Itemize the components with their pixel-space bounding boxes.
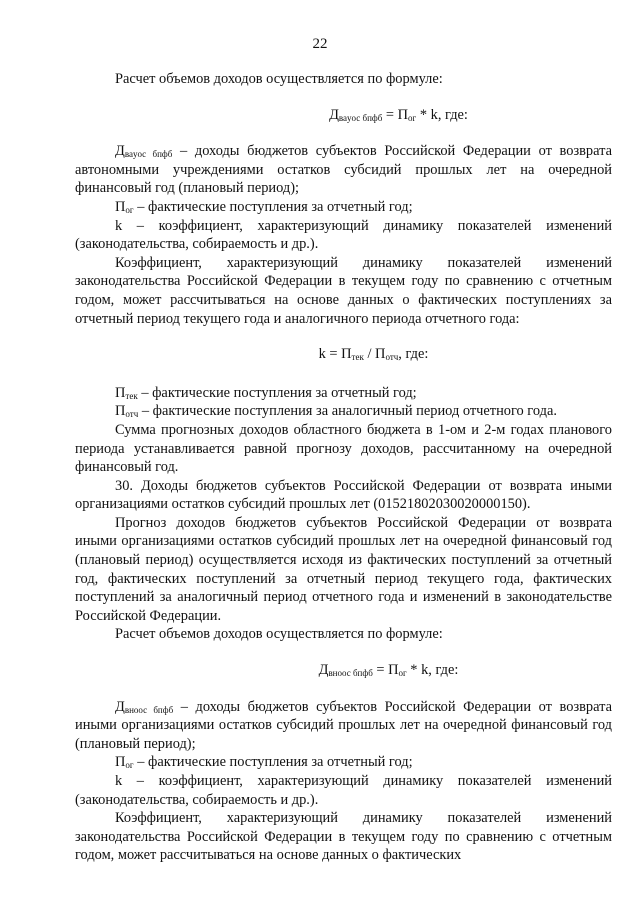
paragraph-coefficient-1: Коэффициент, характеризующий динамику показателей изменений законодательства Российской Федерации в текущем году по сравнению с отчетным годом, может рассчитываться на основе данных о фактических поступлениях за отчетный период текущего года и аналогичного периода отчетного года: xyxy=(75,254,612,327)
paragraph-coefficient-2: Коэффициент, характеризующий динамику показателей изменений законодательства Российской Федерации в текущем году по сравнению с отчетным годом, может рассчитываться на основе данных о фактических xyxy=(75,810,612,864)
document-body xyxy=(75,70,612,865)
definition-p-otch: $П_{отч}$ – фактические поступления за аналогичный период отчетного года. xyxy=(115,403,557,420)
paragraph-formula-intro-2: Расчет объемов доходов осуществляется по формуле: xyxy=(115,626,443,643)
definition-d-vauos: $Д_{ваyос бпфб}$ – доходы бюджетов субъектов Российской Федерации от возврата автономными учреждениями остатков субсидий прошлых лет на очередной финансовый год (плановый период); xyxy=(75,143,612,197)
formula-2: $k = П_{тек} / П_{отч}$, где: xyxy=(318,346,429,363)
definition-p-og-2: $П_{ог}$ – фактические поступления за отчетный год; xyxy=(115,754,413,771)
definition-k-2: k – коэффициент, характеризующий динамику показателей изменений (законодательства, собираемость и др.). xyxy=(75,773,612,808)
definition-k-1: k – коэффициент, характеризующий динамику показателей изменений (законодательства, собираемость и др.). xyxy=(75,217,612,253)
paragraph-forecast-method: Прогноз доходов бюджетов субъектов Российской Федерации от возврата иными организациями остатков субсидий прошлых лет на очередной финансовый год (плановый период) осуществляется исходя из фактических поступлений за отчетный год, фактических поступлений за отчетный период текущего года, фактических поступлений за аналогичный период отчетного года и изменений в законодательстве Российской Федерации. xyxy=(75,514,612,624)
formula-1: $Д_{ваyос бпфб} = П_{ог} * k$, где: xyxy=(329,106,468,123)
definition-p-og-1: $П_{ог}$ – фактические поступления за отчетный год; xyxy=(115,198,413,215)
definition-p-tek: $П_{тек}$ – фактические поступления за отчетный год; xyxy=(115,384,417,401)
paragraph-forecast-sum: Сумма прогнозных доходов областного бюджета в 1-ом и 2-м годах планового периода устанавливается равной прогнозу доходов, рассчитанному на очередной финансовый год. xyxy=(75,421,612,476)
page-number: 22 xyxy=(312,36,328,52)
paragraph-formula-intro-1: Расчет объемов доходов осуществляется по формуле: xyxy=(115,71,443,87)
definition-d-vnoos: $Д_{вноос бпфб}$ – доходы бюджетов субъектов Российской Федерации от возврата иными организациями остатков субсидий прошлых лет на очередной финансовый год (плановый период); xyxy=(75,698,612,752)
paragraph-item-30: 30. Доходы бюджетов субъектов Российской Федерации от возврата иными организациями остатков субсидий прошлых лет (01521802030020000150). xyxy=(75,477,612,513)
formula-3: $Д_{вноос бпфб} = П_{ог} * k$, где: xyxy=(318,662,459,679)
